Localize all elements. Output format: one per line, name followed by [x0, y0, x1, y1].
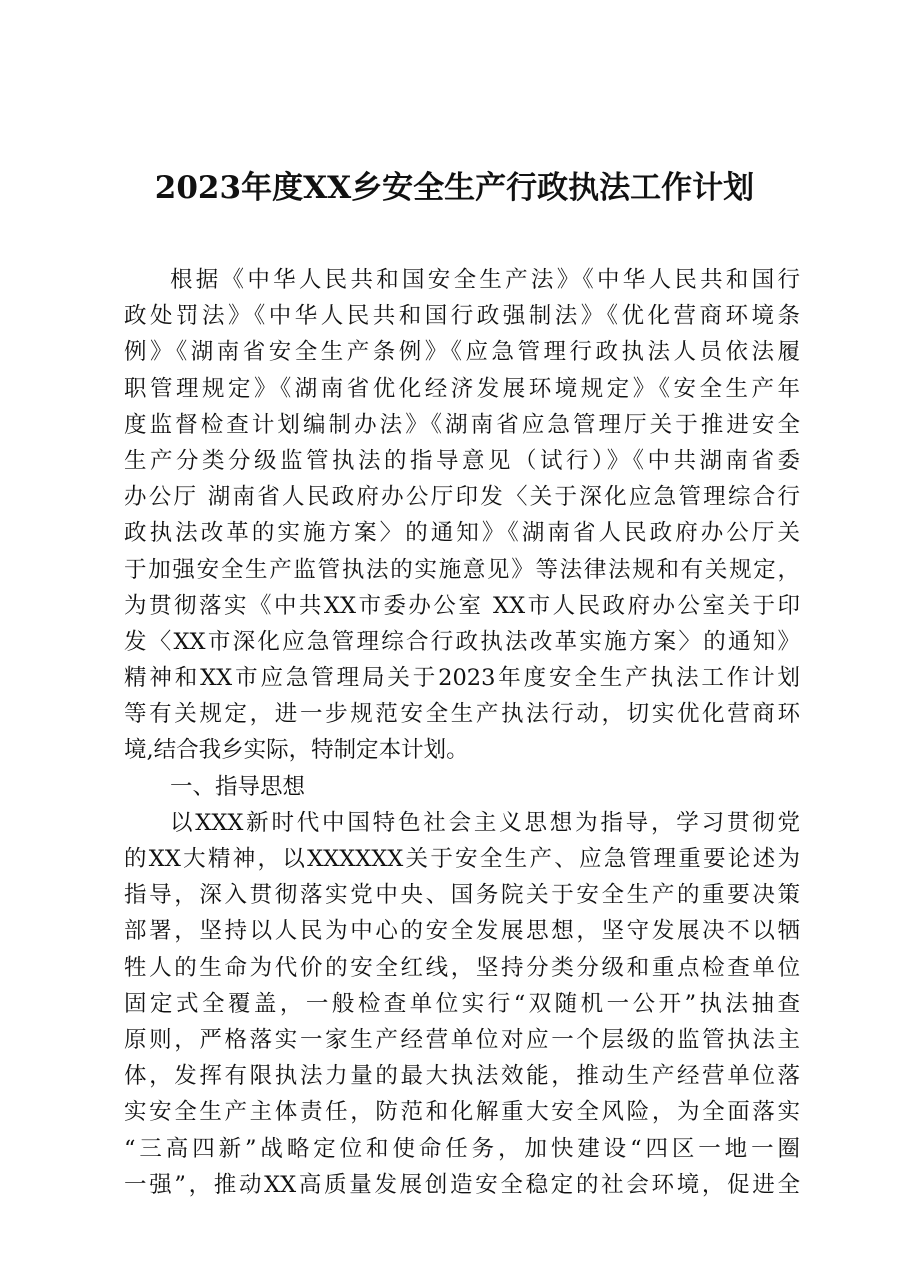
paragraph-line: 生产分类分级监管执法的指导意见（试行）》《中共湖南省委 [124, 447, 800, 474]
document-title: 2023年度XX乡安全生产行政执法工作计划 [154, 170, 755, 206]
paragraph-line: 发〈XX市深化应急管理综合行政执法改革实施方案〉的通知》 [124, 628, 800, 655]
paragraph-line: 等有关规定，进一步规范安全生产执法行动，切实优化营商环 [124, 701, 800, 728]
paragraph-line: 办公厅 湖南省人民政府办公厅印发〈关于深化应急管理综合行 [124, 484, 800, 511]
paragraph-line: 原则，严格落实一家生产经营单位对应一个层级的监管执法主 [124, 1026, 800, 1053]
paragraph-line: 固定式全覆盖，一般检查单位实行“双随机一公开”执法抽查 [124, 990, 800, 1017]
paragraph-line: 一强”，推动XX高质量发展创造安全稳定的社会环境，促进全 [124, 1171, 800, 1198]
paragraph-line: 职管理规定》《湖南省优化经济发展环境规定》《安全生产年 [124, 375, 800, 402]
paragraph-line: 例》《湖南省安全生产条例》《应急管理行政执法人员依法履 [124, 339, 800, 366]
paragraph-line: 的XX大精神，以XXXXXX关于安全生产、应急管理重要论述为 [124, 846, 800, 872]
paragraph-line: 度监督检查计划编制办法》《湖南省应急管理厅关于推进安全 [124, 411, 800, 438]
paragraph-line: 政执法改革的实施方案〉的通知》《湖南省人民政府办公厅关 [124, 520, 800, 547]
paragraph-line: 指导，深入贯彻落实党中央、国务院关于安全生产的重要决策 [124, 882, 800, 909]
paragraph-line: 根据《中华人民共和国安全生产法》《中华人民共和国行 [170, 267, 800, 293]
paragraph-line: 部署，坚持以人民为中心的安全发展思想，坚守发展决不以牺 [124, 918, 800, 945]
paragraph-line: 境,结合我乡实际，特制定本计划。 [124, 737, 469, 764]
section-heading: 一、指导思想 [170, 773, 306, 800]
paragraph-line: “三高四新”战略定位和使命任务，加快建设“四区一地一圈 [124, 1135, 800, 1162]
paragraph-line: 以XXX新时代中国特色社会主义思想为指导，学习贯彻党 [170, 809, 800, 836]
paragraph-line: 于加强安全生产监管执法的实施意见》等法律法规和有关规定， [124, 556, 800, 583]
paragraph-line: 精神和XX市应急管理局关于2023年度安全生产执法工作计划 [124, 665, 800, 692]
paragraph-line: 实安全生产主体责任，防范和化解重大安全风险，为全面落实 [124, 1099, 800, 1126]
paragraph-line: 为贯彻落实《中共XX市委办公室 XX市人民政府办公室关于印 [124, 592, 800, 619]
paragraph-line: 牲人的生命为代价的安全红线，坚持分类分级和重点检查单位 [124, 954, 800, 981]
document-body [124, 262, 800, 1203]
paragraph-line: 体，发挥有限执法力量的最大执法效能，推动生产经营单位落 [124, 1063, 800, 1090]
paragraph-line: 政处罚法》《中华人民共和国行政强制法》《优化营商环境条 [124, 303, 800, 330]
